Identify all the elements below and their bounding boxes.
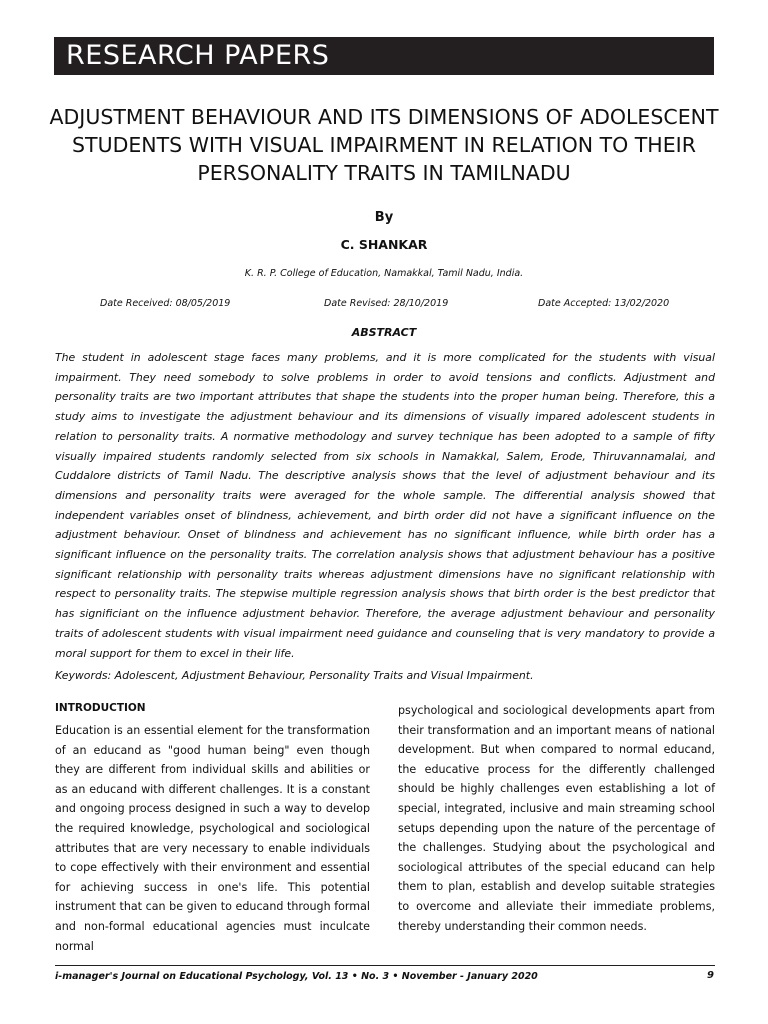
section-banner: [54, 37, 714, 75]
abstract-heading: ABSTRACT: [351, 326, 417, 339]
section-heading-introduction: INTRODUCTION: [55, 702, 146, 714]
keywords: Keywords: Adolescent, Adjustment Behaviour, Personality Traits and Visual Impairment.: [55, 669, 534, 682]
author-name: C. SHANKAR: [340, 237, 428, 252]
body-column-right: psychological and sociological developments apart from their transformation and an important means of national development. But when compared to normal educand, the educative process for the differently challenged should be highly challenges even establishing a lot of special, integrated, inclusive and main streaming school setups depending upon the nature of the percentage of the challenges. Studying about the psychological and sociological attributes of the special educand can help them to plan, establish and develop suitable strategies to overcome and alleviate their immediate problems, thereby understanding their common needs.: [398, 704, 715, 933]
section-banner-label: RESEARCH PAPERS: [66, 40, 330, 71]
page-number: 9: [707, 970, 714, 981]
date-accepted: Date Accepted: 13/02/2020: [538, 298, 670, 309]
date-revised: Date Revised: 28/10/2019: [324, 298, 449, 309]
journal-citation: i-manager's Journal on Educational Psychology, Vol. 13 • No. 3 • November - January 2020: [55, 971, 538, 982]
author-affiliation: K. R. P. College of Education, Namakkal, Tamil Nadu, India.: [244, 268, 524, 279]
date-received: Date Received: 08/05/2019: [100, 298, 231, 309]
body-column-left: Education is an essential element for the transformation of an educand as "good human being" even though they are different from individual skills and abilities or as an educand with different challenges. It is a constant and ongoing process designed in such a way to develop the required knowledge, psychological and sociological attributes that are very necessary to enable individuals to cope effectively with their environment and essential for achieving success in one's life. This potential instrument that can be given to educand through formal and non-formal educational agencies must inculcate normal: [55, 724, 370, 953]
footer-divider: [55, 965, 715, 966]
byline-label: By: [374, 210, 394, 225]
article-title: ADJUSTMENT BEHAVIOUR AND ITS DIMENSIONS OF ADOLESCENT STUDENTS WITH VISUAL IMPAIRMENT IN RELATION TO THEIR PERSONALITY TRAITS IN TAMILNADU: [49, 105, 719, 185]
abstract-text: The student in adolescent stage faces many problems, and it is more complicated for the students with visual impairment. They need somebody to solve problems in order to avoid tensions and conflicts. Adjustment and personality traits are two important attributes that shape the students into the proper human being. Therefore, this a study aims to investigate the adjustment behaviour and its dimensions of visually impared adolescent students in relation to personality traits. A normative methodology and survey technique has been adopted to a sample of fifty visually impaired students randomly selected from six schools in Namakkal, Salem, Erode, Thiruvannamalai, and Cuddalore districts of Tamil Nadu. The descriptive analysis shows that the level of adjustment behaviour and its dimensions and personality traits were averaged for the whole sample. The differential analysis showed that independent variables onset of blindness, achievement, and birth order did not have a significant influence on the adjustment behaviour. Onset of blindness and achievement has no significant influence, while birth order has a significant influence on the personality traits. The correlation analysis shows that adjustment behaviour has a positive significant relationship with personality traits whereas adjustment dimensions have no significant relationship with respect to personality traits. The stepwise multiple regression analysis shows that birth order is the best predictor that has significiant on the influence adjustment behavior. Therefore, the average adjustment behaviour and personality traits of adolescent students with visual impairment need guidance and counseling that is very mandatory to provide a moral support for them to excel in their life.: [55, 351, 715, 660]
